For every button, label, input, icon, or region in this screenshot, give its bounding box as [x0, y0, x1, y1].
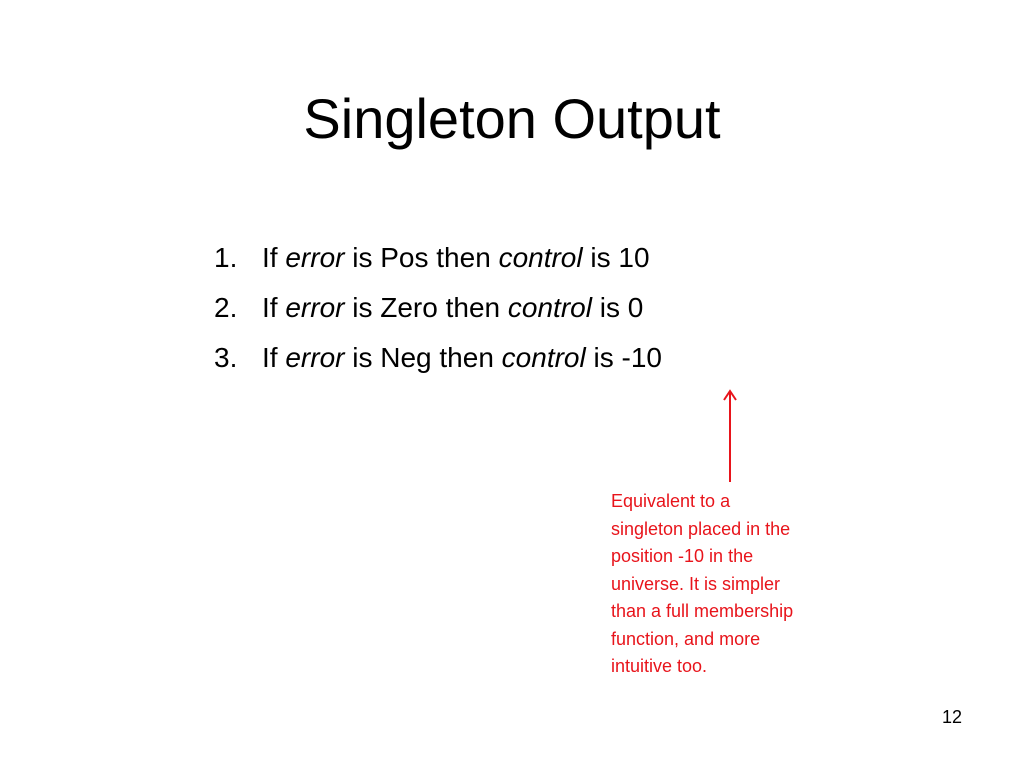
rule-condition: is Pos then	[352, 242, 491, 273]
annotation-line: than a full membership	[611, 601, 794, 621]
rule-variable-error: error	[285, 292, 345, 323]
rule-if-word: If	[262, 292, 278, 323]
rule-number: 3.	[214, 342, 238, 373]
rule-number: 2.	[214, 292, 238, 323]
rule-item	[214, 238, 662, 288]
annotation-line: intuitive too.	[611, 656, 708, 676]
slide-title: Singleton Output	[303, 87, 721, 150]
annotation-line: function, and more	[611, 628, 761, 649]
rule-item	[214, 338, 662, 388]
rule-variable-control: control	[501, 342, 586, 373]
annotation-line: position -10 in the	[611, 546, 754, 566]
annotation-line: singleton placed in the	[611, 518, 791, 539]
page-number: 12	[941, 707, 962, 727]
rule-output: is -10	[593, 342, 662, 373]
rule-variable-control: control	[498, 242, 583, 273]
rule-variable-error: error	[285, 242, 345, 273]
rule-variable-error: error	[285, 342, 345, 373]
rule-if-word: If	[262, 342, 278, 373]
annotation-arrow-icon	[715, 388, 745, 484]
rule-output: is 0	[599, 292, 644, 323]
annotation-line: Equivalent to a	[611, 491, 731, 511]
rule-list	[214, 238, 662, 388]
rule-if-word: If	[262, 242, 278, 273]
rule-variable-control: control	[507, 292, 592, 323]
annotation-note	[611, 488, 861, 681]
rule-condition: is Zero then	[352, 292, 501, 323]
rule-output: is 10	[590, 242, 650, 273]
annotation-line: universe. It is simpler	[611, 573, 781, 594]
rule-item	[214, 288, 662, 338]
rule-condition: is Neg then	[352, 342, 494, 373]
rule-number: 1.	[214, 242, 238, 273]
